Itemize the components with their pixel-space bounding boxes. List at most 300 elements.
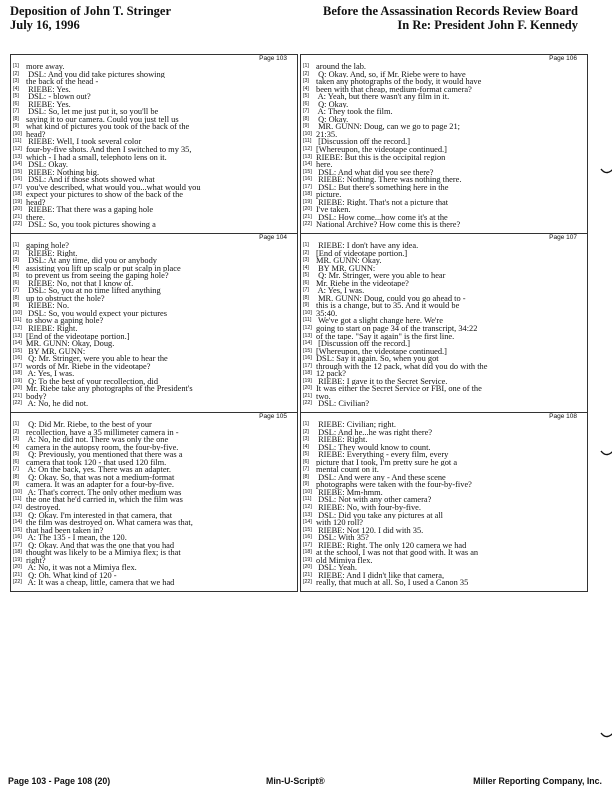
line-text: Q: Mr. Stringer, were you able to hear the <box>26 355 168 363</box>
transcript-line <box>13 78 295 86</box>
transcript-line <box>303 579 585 587</box>
transcript-line <box>13 400 295 408</box>
line-text: DSL: Okay. <box>26 161 69 169</box>
line-text: MR. GUNN: Doug, could you go ahead to - <box>316 294 466 303</box>
line-number: [20] <box>303 564 312 571</box>
line-number: [10] <box>13 488 22 495</box>
transcript-line <box>13 542 295 550</box>
line-number: [3] <box>303 436 309 443</box>
line-number: [3] <box>13 257 19 264</box>
transcript-line <box>303 242 585 250</box>
transcript-line <box>303 370 585 378</box>
line-number: [22] <box>13 579 22 586</box>
line-text: DSL: - blown out? <box>26 93 91 101</box>
line-text: DSL: But there's something here in the <box>316 183 449 192</box>
margin-check-mark <box>600 166 612 176</box>
line-number: [19] <box>13 556 22 563</box>
transcript-line <box>13 496 295 504</box>
line-number: [15] <box>303 168 312 175</box>
transcript-line <box>13 191 295 199</box>
transcript-line <box>303 474 585 482</box>
line-number: [14] <box>303 340 312 347</box>
transcript-line <box>13 534 295 542</box>
line-text: there. <box>26 213 45 222</box>
line-text: thought was likely to be a Mimiya flex; is that <box>26 549 181 557</box>
line-text: been with that cheap, medium-format camera? <box>316 85 472 94</box>
transcript-line <box>13 474 295 482</box>
transcript-line <box>303 340 585 348</box>
transcript-line <box>303 534 585 542</box>
transcript-line <box>13 451 295 459</box>
line-text: here. <box>316 161 333 169</box>
deposition-title: Deposition of John T. Stringer <box>10 4 172 18</box>
transcript-line <box>13 459 295 467</box>
line-number: [21] <box>303 213 312 220</box>
line-text: RIEBE: Civilian; right. <box>316 421 397 429</box>
transcript-line <box>303 557 585 565</box>
transcript-line <box>13 295 295 303</box>
transcript-panel <box>300 412 588 592</box>
line-number: [13] <box>13 511 22 518</box>
line-number: [14] <box>13 340 22 347</box>
line-number: [4] <box>303 264 309 271</box>
transcript-line <box>303 429 585 437</box>
transcript-line <box>13 393 295 401</box>
line-text: at the school, I was not that good with. It was an <box>316 549 479 557</box>
line-text: DSL: At any time, did you or anybody <box>26 257 157 265</box>
transcript-line <box>13 504 295 512</box>
transcript-line <box>13 333 295 341</box>
line-number: [2] <box>13 249 19 256</box>
page-number: Page 107 <box>549 234 577 241</box>
transcript-line <box>303 257 585 265</box>
line-number: [15] <box>303 347 312 354</box>
line-text: words of Mr. Riebe in the videotape? <box>26 362 151 371</box>
line-text: [End of videotape portion.] <box>316 249 408 258</box>
line-number: [20] <box>303 385 312 392</box>
line-number: [19] <box>303 556 312 563</box>
line-text: to show a gaping hole? <box>26 317 104 326</box>
line-text: two. <box>316 392 331 401</box>
transcript-line <box>13 93 295 101</box>
line-text: photographs were taken with the four-by-five? <box>316 481 472 489</box>
line-text: RIEBE: Nothing. There was nothing there. <box>316 176 462 184</box>
line-text: DSL: Civilian? <box>316 400 370 409</box>
transcript-line <box>13 310 295 318</box>
line-number: [11] <box>303 317 312 324</box>
transcript-line <box>303 131 585 139</box>
line-number: [2] <box>13 428 19 435</box>
line-number: [12] <box>13 146 22 153</box>
line-number: [4] <box>13 443 19 450</box>
transcript-line <box>303 527 585 535</box>
line-text: of the tape. "Say it again" is the first line. <box>316 332 455 341</box>
line-text: RIEBE: No. <box>26 302 70 310</box>
line-text: DSL: And if those shots showed what <box>26 176 155 184</box>
line-number: [13] <box>303 153 312 160</box>
line-text: DSL: And he...he was right there? <box>316 428 433 437</box>
transcript-line <box>13 161 295 169</box>
line-number: [5] <box>303 93 309 100</box>
transcript-line <box>13 154 295 162</box>
line-number: [18] <box>13 191 22 198</box>
line-number: [22] <box>13 221 22 228</box>
transcript-line <box>13 325 295 333</box>
line-number: [5] <box>13 451 19 458</box>
transcript-line <box>303 302 585 310</box>
page-number: Page 105 <box>259 413 287 420</box>
transcript-line <box>303 466 585 474</box>
line-text: I've taken. <box>316 206 351 214</box>
page-number: Page 104 <box>259 234 287 241</box>
transcript-line <box>13 317 295 325</box>
transcript-line <box>303 451 585 459</box>
line-text: Q: Okay. And that was the one that you had <box>26 541 175 550</box>
line-number: [6] <box>13 458 19 465</box>
line-number: [16] <box>303 176 312 183</box>
line-text: head? <box>26 198 46 207</box>
line-number: [9] <box>13 481 19 488</box>
transcript-line <box>13 86 295 94</box>
line-text: DSL: So, you at no time lifted anything <box>26 287 161 295</box>
line-number: [3] <box>303 257 309 264</box>
transcript-line <box>303 393 585 401</box>
line-text: A: On the back, yes. There was an adapter. <box>26 466 171 474</box>
transcript-line <box>13 421 295 429</box>
transcript-panel <box>300 233 588 413</box>
line-number: [2] <box>13 70 19 77</box>
line-number: [21] <box>13 213 22 220</box>
line-number: [17] <box>303 541 312 548</box>
transcript-line <box>13 370 295 378</box>
line-text: Q: Previously, you mentioned that there was a <box>26 451 183 459</box>
line-number: [16] <box>303 355 312 362</box>
transcript-line <box>303 564 585 572</box>
transcript-line <box>13 221 295 229</box>
line-text: which - I had a small, telephoto lens on it. <box>26 153 167 162</box>
line-text: A: Yes, I was. <box>26 370 75 378</box>
line-number: [18] <box>303 549 312 556</box>
line-number: [9] <box>13 302 19 309</box>
transcript-line <box>303 317 585 325</box>
line-number: [5] <box>13 272 19 279</box>
transcript-line <box>303 272 585 280</box>
line-number: [12] <box>13 504 22 511</box>
line-number: [7] <box>303 108 309 115</box>
line-text: DSL: And were any - And these scene <box>316 473 446 482</box>
line-text: RIEBE: No, not that I know of. <box>26 279 134 288</box>
page-number: Page 108 <box>549 413 577 420</box>
line-text: MR. GUNN: Okay, Doug. <box>26 340 115 348</box>
line-number: [7] <box>13 287 19 294</box>
line-number: [4] <box>303 85 309 92</box>
line-number: [18] <box>13 370 22 377</box>
line-text: [Discussion off the record.] <box>316 138 411 147</box>
transcript-line <box>13 572 295 580</box>
transcript-line <box>303 385 585 393</box>
line-text: [Discussion off the record.] <box>316 340 411 348</box>
line-number: [1] <box>13 63 19 69</box>
transcript-line <box>13 519 295 527</box>
line-number: [7] <box>13 466 19 473</box>
line-text: expect your pictures to show of the back of the <box>26 191 183 199</box>
line-text: [Whereupon, the videotape continued.] <box>316 146 447 154</box>
case-title: In Re: President John F. Kennedy <box>397 18 578 32</box>
line-text: taken any photographs of the body, it would have <box>316 78 482 86</box>
line-text: RIEBE: But this is the occipital region <box>316 153 446 162</box>
line-number: [15] <box>13 168 22 175</box>
transcript-line <box>303 199 585 207</box>
transcript-line <box>303 519 585 527</box>
line-text: the one that he'd carried in, which the film was <box>26 496 183 505</box>
line-number: [8] <box>303 294 309 301</box>
line-text: old Mimiya flex. <box>316 556 373 565</box>
line-number: [20] <box>303 206 312 213</box>
transcript-line <box>13 257 295 265</box>
line-text: Q: Okay. So, that was not a medium-format <box>26 473 175 482</box>
transcript-line <box>13 63 295 71</box>
line-number: [5] <box>303 272 309 279</box>
line-text: camera that took 120 - that used 120 film. <box>26 458 167 467</box>
line-number: [20] <box>13 564 22 571</box>
margin-check-mark <box>600 448 612 458</box>
line-text: Q: To the best of your recollection, did <box>26 377 159 386</box>
line-text: RIEBE: Right. That's not a picture that <box>316 198 449 207</box>
line-number: [17] <box>13 541 22 548</box>
line-number: [15] <box>13 347 22 354</box>
transcript-line <box>13 355 295 363</box>
line-text: 12 pack? <box>316 370 346 378</box>
transcript-line <box>303 78 585 86</box>
line-text: with 120 roll? <box>316 519 363 527</box>
line-text: A: No, he did not. <box>26 400 89 409</box>
transcript-line <box>13 385 295 393</box>
transcript-line <box>13 579 295 587</box>
line-text: A: Yeah, but there wasn't any film in it. <box>316 93 450 101</box>
line-text: DSL: Not with any other camera? <box>316 496 432 505</box>
transcript-lines <box>13 421 295 587</box>
transcript-line <box>303 504 585 512</box>
line-text: the film was destroyed on. What camera was that, <box>26 519 193 527</box>
line-text: DSL: So, you took pictures showing a <box>26 221 156 230</box>
transcript-line <box>303 116 585 124</box>
line-number: [1] <box>13 421 19 427</box>
line-text: gaping hole? <box>26 242 70 250</box>
line-number: [1] <box>303 63 309 69</box>
transcript-line <box>303 436 585 444</box>
line-number: [1] <box>13 242 19 248</box>
page-footer <box>8 776 604 790</box>
transcript-lines <box>13 242 295 408</box>
line-text: RIEBE: Mm-hmm. <box>316 488 383 497</box>
line-number: [21] <box>13 571 22 578</box>
line-number: [7] <box>13 108 19 115</box>
line-number: [13] <box>13 332 22 339</box>
transcript-line <box>13 71 295 79</box>
transcript-line <box>13 444 295 452</box>
line-text: A: That's correct. The only other medium was <box>26 488 182 497</box>
transcript-line <box>13 108 295 116</box>
line-text: to prevent us from seeing the gaping hole? <box>26 272 169 280</box>
line-number: [16] <box>13 534 22 541</box>
transcript-line <box>303 459 585 467</box>
line-text: RIEBE: Right. <box>26 249 78 258</box>
line-number: [11] <box>303 496 312 503</box>
line-text: DSL: So, you would expect your pictures <box>26 309 167 318</box>
transcript-line <box>303 146 585 154</box>
transcript-line <box>303 280 585 288</box>
line-text: A: The 135 - I mean, the 120. <box>26 534 127 542</box>
line-number: [11] <box>13 317 22 324</box>
line-text: RIEBE: And I didn't like that camera, <box>316 571 445 580</box>
line-number: [17] <box>13 362 22 369</box>
transcript-line <box>303 206 585 214</box>
line-number: [8] <box>303 473 309 480</box>
transcript-line <box>303 355 585 363</box>
line-text: RIEBE: Well, I took several color <box>26 138 142 147</box>
line-number: [11] <box>13 496 22 503</box>
line-text: Q: Oh. What kind of 120 - <box>26 571 117 580</box>
transcript-lines <box>303 242 585 408</box>
line-number: [9] <box>303 302 309 309</box>
line-number: [21] <box>13 392 22 399</box>
transcript-line <box>13 169 295 177</box>
line-text: Q: Okay. I'm interested in that camera, that <box>26 511 173 520</box>
transcript-line <box>303 295 585 303</box>
line-text: National Archive? How come this is there? <box>316 221 461 230</box>
line-text: 35:40. <box>316 309 338 318</box>
line-number: [10] <box>13 130 22 137</box>
transcript-line <box>303 444 585 452</box>
line-text: camera in the autopsy room, the four-by-five. <box>26 443 179 452</box>
line-number: [12] <box>303 146 312 153</box>
board-title: Before the Assassination Records Review Board <box>323 4 578 18</box>
transcript-line <box>13 206 295 214</box>
line-number: [8] <box>13 115 19 122</box>
transcript-line <box>303 63 585 71</box>
line-number: [2] <box>303 428 309 435</box>
transcript-line <box>303 169 585 177</box>
line-text: A: No, it was not a Mimiya flex. <box>26 564 137 572</box>
line-text: camera. It was an adapter for a four-by-five. <box>26 481 174 489</box>
transcript-line <box>13 214 295 222</box>
line-number: [12] <box>303 504 312 511</box>
line-number: [18] <box>303 370 312 377</box>
line-text: DSL: And you did take pictures showing <box>26 70 165 79</box>
footer-page-range: Page 103 - Page 108 (20) <box>8 776 111 786</box>
line-text: 21:35. <box>316 130 338 139</box>
line-text: DSL: How come...how come it's at the <box>316 213 448 222</box>
line-number: [21] <box>303 571 312 578</box>
line-number: [10] <box>303 130 312 137</box>
line-text: going to start on page 34 of the transcript, 34:22 <box>316 325 478 333</box>
line-text: saying it to our camera. Could you just tell us <box>26 115 179 124</box>
line-text: MR. GUNN: Okay. <box>316 257 382 265</box>
line-text: Q: Okay. And, so, if Mr. Riebe were to have <box>316 70 466 79</box>
transcript-line <box>13 280 295 288</box>
transcript-line <box>303 363 585 371</box>
transcript-line <box>303 101 585 109</box>
transcript-line <box>13 184 295 192</box>
line-number: [6] <box>303 100 309 107</box>
line-text: We've got a slight change here. We're <box>316 317 443 326</box>
line-number: [16] <box>13 355 22 362</box>
line-number: [18] <box>303 191 312 198</box>
line-text: destroyed. <box>26 504 61 512</box>
line-text: that had been taken in? <box>26 526 104 535</box>
transcript-line <box>303 154 585 162</box>
transcript-lines <box>13 63 295 229</box>
line-text: It was either the Secret Service or FBI, one of the <box>316 385 482 393</box>
line-number: [4] <box>13 85 19 92</box>
line-text: Q: Okay. <box>316 100 349 109</box>
line-number: [13] <box>303 332 312 339</box>
transcript-line <box>13 265 295 273</box>
line-number: [1] <box>303 242 309 248</box>
line-number: [7] <box>303 287 309 294</box>
line-number: [3] <box>13 78 19 85</box>
transcript-line <box>13 272 295 280</box>
line-text: assisting you lift up scalp or put scalp in place <box>26 264 181 273</box>
line-number: [6] <box>13 279 19 286</box>
transcript-line <box>303 265 585 273</box>
transcript-line <box>13 549 295 557</box>
transcript-line <box>303 108 585 116</box>
line-number: [12] <box>13 325 22 332</box>
line-text: right? <box>26 556 46 565</box>
line-number: [2] <box>303 249 309 256</box>
transcript-line <box>303 214 585 222</box>
transcript-panel <box>10 412 298 592</box>
line-number: [6] <box>303 279 309 286</box>
line-text: BY MR. GUNN: <box>26 347 86 356</box>
line-number: [20] <box>13 385 22 392</box>
transcript-line <box>13 557 295 565</box>
line-text: RIEBE: Everything - every film, every <box>316 451 449 459</box>
transcript-line <box>303 221 585 229</box>
line-number: [22] <box>303 400 312 407</box>
transcript-line <box>13 250 295 258</box>
line-number: [16] <box>13 176 22 183</box>
line-text: RIEBE: Nothing big. <box>26 168 100 177</box>
transcript-line <box>13 176 295 184</box>
line-number: [7] <box>303 466 309 473</box>
transcript-line <box>13 287 295 295</box>
line-number: [9] <box>303 123 309 130</box>
transcript-line <box>303 421 585 429</box>
line-number: [6] <box>13 100 19 107</box>
line-text: RIEBE: No, with four-by-five. <box>316 504 421 512</box>
line-number: [10] <box>303 488 312 495</box>
margin-check-mark <box>600 730 612 740</box>
line-text: A: They took the film. <box>316 108 393 116</box>
transcript-line <box>13 340 295 348</box>
line-text: RIEBE: Not 120. I did with 35. <box>316 526 424 535</box>
transcript-line <box>303 400 585 408</box>
line-text: around the lab. <box>316 63 367 71</box>
transcript-panel <box>10 233 298 413</box>
transcript-line <box>303 71 585 79</box>
line-text: RIEBE: That there was a gaping hole <box>26 206 154 214</box>
transcript-line <box>303 481 585 489</box>
line-text: really, that much at all. So, I used a Canon 35 <box>316 579 469 588</box>
transcript-line <box>303 572 585 580</box>
transcript-lines <box>303 63 585 229</box>
transcript-line <box>303 287 585 295</box>
line-text: RIEBE: Right. <box>26 325 78 333</box>
transcript-line <box>303 184 585 192</box>
transcript-line <box>303 333 585 341</box>
